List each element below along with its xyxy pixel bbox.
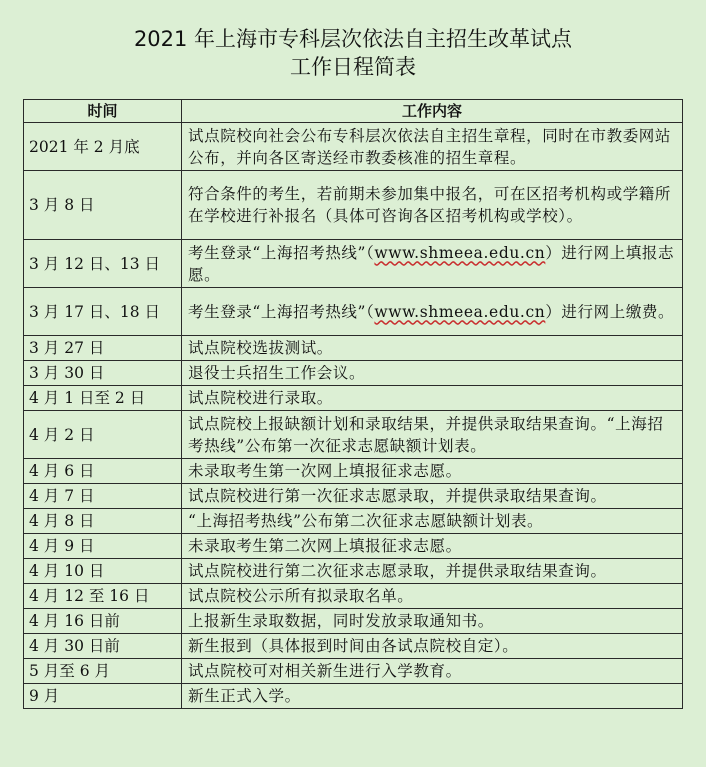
- table-row: [24, 288, 683, 336]
- table-row: [24, 509, 683, 534]
- time-column-header: 时间: [24, 100, 182, 123]
- table-row: [24, 123, 683, 171]
- table-row: [24, 534, 683, 559]
- row-content: 新生报到（具体报到时间由各试点院校自定）。: [182, 634, 683, 659]
- row-content: 试点院校选拔测试。: [182, 336, 683, 361]
- content-text-after-link: ）进行网上缴费。: [545, 302, 675, 321]
- table-row: [24, 411, 683, 459]
- content-text-after-link: ）进行网上填报志愿。: [188, 243, 675, 284]
- row-content: 试点院校可对相关新生进行入学教育。: [182, 659, 683, 684]
- row-content: [182, 288, 683, 336]
- row-time: 4 月 6 日: [24, 459, 182, 484]
- row-content: 试点院校进行第一次征求志愿录取，并提供录取结果查询。: [182, 484, 683, 509]
- website-link[interactable]: www.shmeea.edu.cn: [374, 302, 546, 321]
- row-content: 试点院校公示所有拟录取名单。: [182, 584, 683, 609]
- row-content: 退役士兵招生工作会议。: [182, 361, 683, 386]
- website-link[interactable]: www.shmeea.edu.cn: [374, 243, 546, 262]
- table-row: [24, 559, 683, 584]
- row-time: 4 月 2 日: [24, 411, 182, 459]
- row-time: 4 月 16 日前: [24, 609, 182, 634]
- row-time: 3 月 30 日: [24, 361, 182, 386]
- content-text-before-link: 考生登录“上海招考热线”（: [188, 302, 375, 321]
- row-time: 4 月 8 日: [24, 509, 182, 534]
- row-time: 4 月 12 至 16 日: [24, 584, 182, 609]
- row-time: 9 月: [24, 684, 182, 709]
- row-time: 4 月 10 日: [24, 559, 182, 584]
- row-content: 试点院校进行第二次征求志愿录取，并提供录取结果查询。: [182, 559, 683, 584]
- row-content: “上海招考热线”公布第二次征求志愿缺额计划表。: [182, 509, 683, 534]
- row-content: [182, 240, 683, 288]
- document-title: 2021 年上海市专科层次依法自主招生改革试点: [133, 27, 573, 51]
- row-time: 4 月 1 日至 2 日: [24, 386, 182, 411]
- table-row: [24, 459, 683, 484]
- row-time: 4 月 7 日: [24, 484, 182, 509]
- table-row: [24, 659, 683, 684]
- row-time: 3 月 12 日、13 日: [24, 240, 182, 288]
- row-content: 新生正式入学。: [182, 684, 683, 709]
- table-header-row: [24, 100, 683, 123]
- row-content: 试点院校向社会公布专科层次依法自主招生章程，同时在市教委网站公布，并向各区寄送经市教委核准的招生章程。: [182, 123, 683, 171]
- schedule-table: [23, 99, 683, 709]
- row-content: 符合条件的考生，若前期未参加集中报名，可在区招考机构或学籍所在学校进行补报名（具体可咨询各区招考机构或学校）。: [182, 171, 683, 240]
- table-row: [24, 336, 683, 361]
- content-text-before-link: 考生登录“上海招考热线”（: [188, 243, 375, 262]
- content-column-header: 工作内容: [182, 100, 683, 123]
- row-content: 试点院校上报缺额计划和录取结果，并提供录取结果查询。“上海招考热线”公布第一次征求志愿缺额计划表。: [182, 411, 683, 459]
- row-time: 4 月 30 日前: [24, 634, 182, 659]
- row-content: 试点院校进行录取。: [182, 386, 683, 411]
- table-row: [24, 684, 683, 709]
- table-row: [24, 240, 683, 288]
- table-row: [24, 386, 683, 411]
- table-row: [24, 584, 683, 609]
- row-time: 2021 年 2 月底: [24, 123, 182, 171]
- row-content: 未录取考生第一次网上填报征求志愿。: [182, 459, 683, 484]
- row-time: 3 月 27 日: [24, 336, 182, 361]
- row-time: 3 月 17 日、18 日: [24, 288, 182, 336]
- row-content: 未录取考生第二次网上填报征求志愿。: [182, 534, 683, 559]
- table-row: [24, 171, 683, 240]
- table-row: [24, 634, 683, 659]
- row-time: 4 月 9 日: [24, 534, 182, 559]
- row-time: 3 月 8 日: [24, 171, 182, 240]
- row-content: 上报新生录取数据，同时发放录取通知书。: [182, 609, 683, 634]
- document-subtitle: 工作日程简表: [290, 55, 416, 79]
- table-row: [24, 609, 683, 634]
- table-row: [24, 484, 683, 509]
- row-time: 5 月至 6 月: [24, 659, 182, 684]
- table-row: [24, 361, 683, 386]
